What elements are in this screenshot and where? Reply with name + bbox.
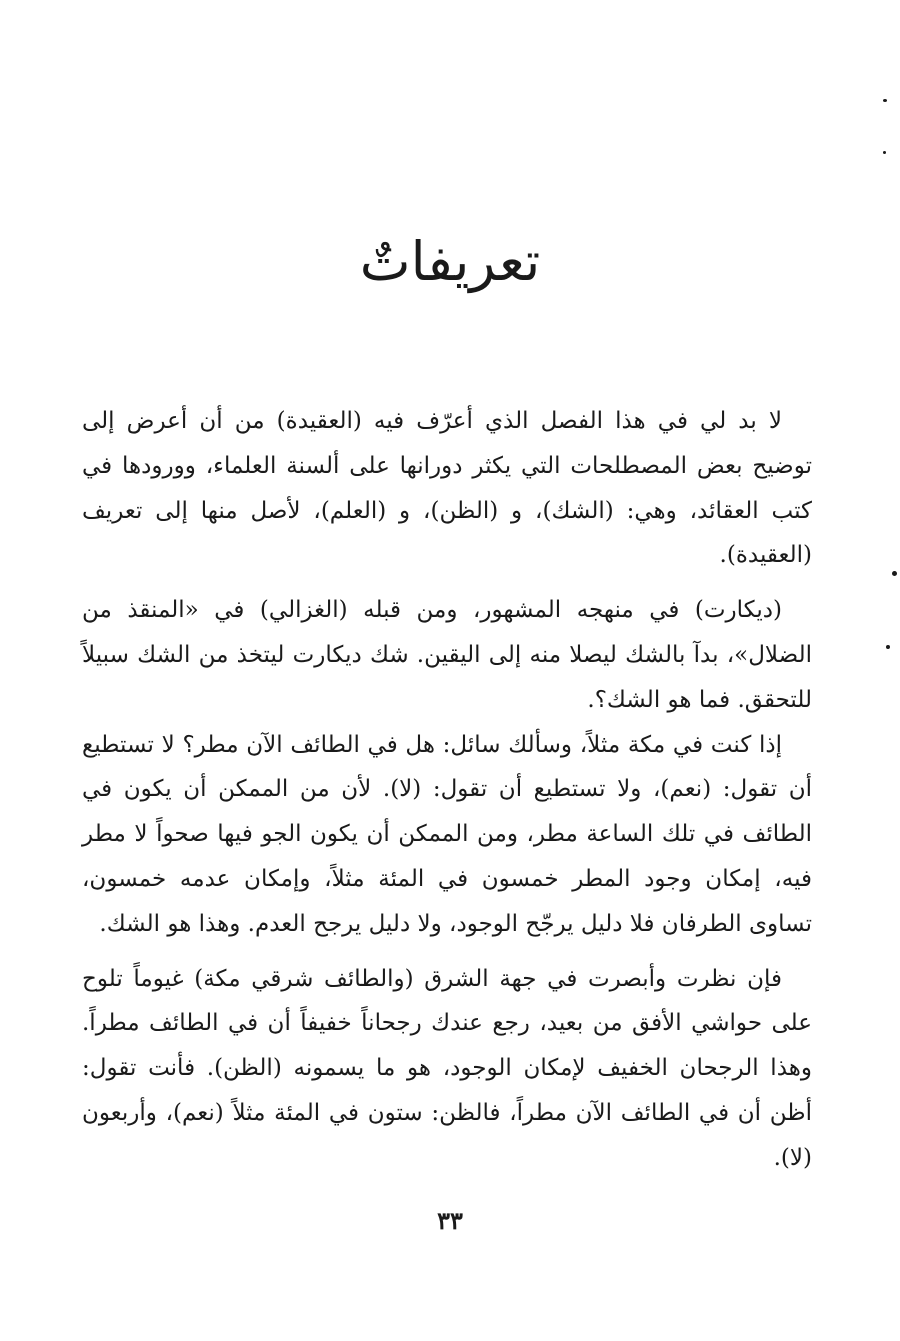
chapter-title: تعريفاتٌ: [359, 230, 541, 293]
page-number: ٣٣: [437, 1206, 463, 1235]
margin-speck: [883, 151, 886, 154]
paragraph: لا بد لي في هذا الفصل الذي أعرّف فيه (العقيدة) من أن أعرض إلى توضيح بعض المصطلحات التي يكثر دورانها على ألسنة العلماء، وورودها في كتب العقائد، وهي: (الشك)، و (الظن)، و (العلم)، لأصل منها إلى تعريف (العقيدة).: [82, 408, 812, 569]
margin-speck: [886, 645, 890, 649]
paragraph: (ديكارت) في منهجه المشهور، ومن قبله (الغزالي) في «المنقذ من الضلال»، بدآ بالشك ليصلا منه إلى اليقين. شك ديكارت ليتخذ من الشك سبيلاً للتحقق. فما هو الشك؟.: [82, 597, 812, 713]
margin-speck: [883, 99, 887, 102]
margin-speck: [892, 571, 897, 576]
body-text: [82, 399, 812, 1181]
paragraph: فإن نظرت وأبصرت في جهة الشرق (والطائف شرقي مكة) غيوماً تلوح على حواشي الأفق من بعيد، رجع عندك رجحاناً خفيفاً أن في الطائف مطراً. وهذا الرجحان الخفيف لإمكان الوجود، هو ما يسمونه (الظن). فأنت تقول: أظن أن في الطائف الآن مطراً، فالظن: ستون في المئة مثلاً (نعم)، وأربعون (لا).: [82, 965, 812, 1171]
paragraph: إذا كنت في مكة مثلاً، وسألك سائل: هل في الطائف الآن مطر؟ لا تستطيع أن تقول: (نعم)، ولا تستطيع أن تقول: (لا). لأن من الممكن أن يكون في الطائف في تلك الساعة مطر، ومن الممكن أن يكون الجو فيها صحواً لا مطر فيه، إمكان وجود المطر خمسون في المئة مثلاً، وإمكان عدمه خمسون، تساوى الطرفان فلا دليل يرجّح الوجود، ولا دليل يرجح العدم. وهذا هو الشك.: [82, 731, 812, 937]
